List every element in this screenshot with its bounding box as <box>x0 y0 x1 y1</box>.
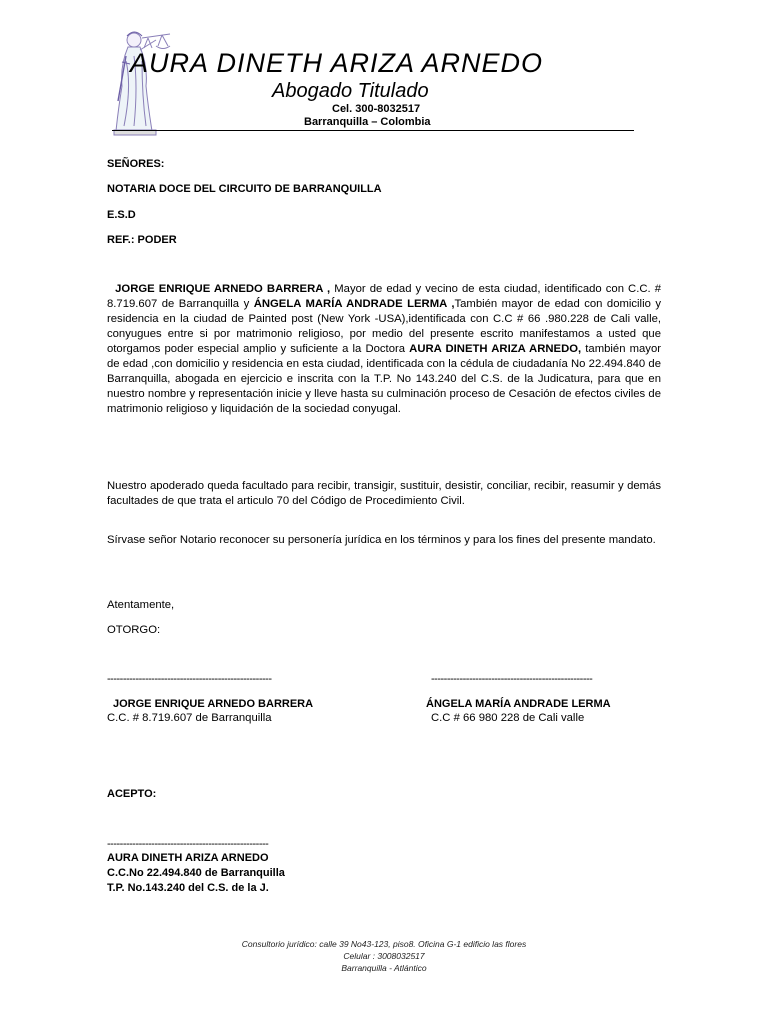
attorney-signature-id: C.C.No 22.494.840 de Barranquilla <box>107 867 285 879</box>
header-divider <box>112 130 634 131</box>
lawyer-name-heading: AURA DINETH ARIZA ARNEDO <box>130 48 544 78</box>
recipient-notary: NOTARIA DOCE DEL CIRCUITO DE BARRANQUILLA <box>107 183 382 195</box>
reference-line: REF.: PODER <box>107 234 177 246</box>
footer-address: Consultorio jurídico: calle 39 No43-123, piso8. Oficina G-1 edificio las flores <box>241 939 527 949</box>
justice-statue-icon <box>112 26 172 136</box>
request-paragraph: Sírvase señor Notario reconocer su personería jurídica en los términos y para los fines del presente mandato. <box>107 534 656 546</box>
signature-line-attorney: --------------------------------------------------- <box>107 838 269 850</box>
paragraph-text: Mayor de edad y vecino de esta ciudad, identificado con C.C. # 8.719.607 de Barranquilla y <box>107 283 661 310</box>
footer-city: Barranquilla - Atlántico <box>341 963 427 973</box>
esd-label: E.S.D <box>107 209 136 221</box>
grantor-1-name: JORGE ENRIQUE ARNEDO BARRERA , <box>115 283 331 295</box>
salutation: SEÑORES: <box>107 158 165 170</box>
signer-left-id: C.C. # 8.719.607 de Barranquilla <box>107 712 272 724</box>
otorgo-label: OTORGO: <box>107 624 161 636</box>
paragraph-text: También mayor de edad con domicilio y residencia en la ciudad de Painted post (New York -USA),identificada con C.C # 66 .980.228 de Cali valle, conyugues entre si por matrimonio religioso, por medio del presente escrito manifestamos a usted que otorgamos poder especial amplio y suficiente a la Doctora <box>107 298 661 355</box>
signer-right-name: ÁNGELA MARÍA ANDRADE LERMA <box>426 698 611 710</box>
signature-line-left: ---------------------------------------------------- <box>107 673 272 685</box>
grantor-2-name: ÁNGELA MARÍA ANDRADE LERMA , <box>253 298 455 310</box>
footer <box>0 938 768 974</box>
signature-line-right: --------------------------------------------------- <box>431 673 593 685</box>
footer-phone: Celular : 3008032517 <box>343 951 425 961</box>
attorney-name: AURA DINETH ARIZA ARNEDO, <box>409 343 582 355</box>
faculties-paragraph: Nuestro apoderado queda facultado para recibir, transigir, sustituir, desistir, conciliar, recibir, reasumir y demás facultades de que trata el articulo 70 del Código de Procedimiento Civil. <box>107 480 661 507</box>
acepto-label: ACEPTO: <box>107 788 157 800</box>
power-grant-paragraph <box>107 282 661 417</box>
lawyer-title: Abogado Titulado <box>272 80 429 102</box>
paragraph-text: también mayor de edad ,con domicilio y residencia en esta ciudad, identificada con la cédula de ciudadanía No 22.494.840 de Barranquilla, abogada en ejercicio e inscrita con la T.P. No 143.240 del C.S. de la Judicatura, para que en nuestro nombre y representación inicie y lleve hasta su culminación proceso de Cesación de efectos civiles de matrimonio religioso y liquidación de la sociedad conyugal. <box>107 343 661 415</box>
signer-right-id: C.C # 66 980 228 de Cali valle <box>431 712 585 724</box>
lawyer-phone: Cel. 300-8032517 <box>332 103 421 115</box>
closing: Atentamente, <box>107 599 175 611</box>
lawyer-city: Barranquilla – Colombia <box>304 116 431 128</box>
attorney-signature-name: AURA DINETH ARIZA ARNEDO <box>107 852 269 864</box>
attorney-signature-tp: T.P. No.143.240 del C.S. de la J. <box>107 882 269 894</box>
signer-left-name: JORGE ENRIQUE ARNEDO BARRERA <box>113 698 314 710</box>
